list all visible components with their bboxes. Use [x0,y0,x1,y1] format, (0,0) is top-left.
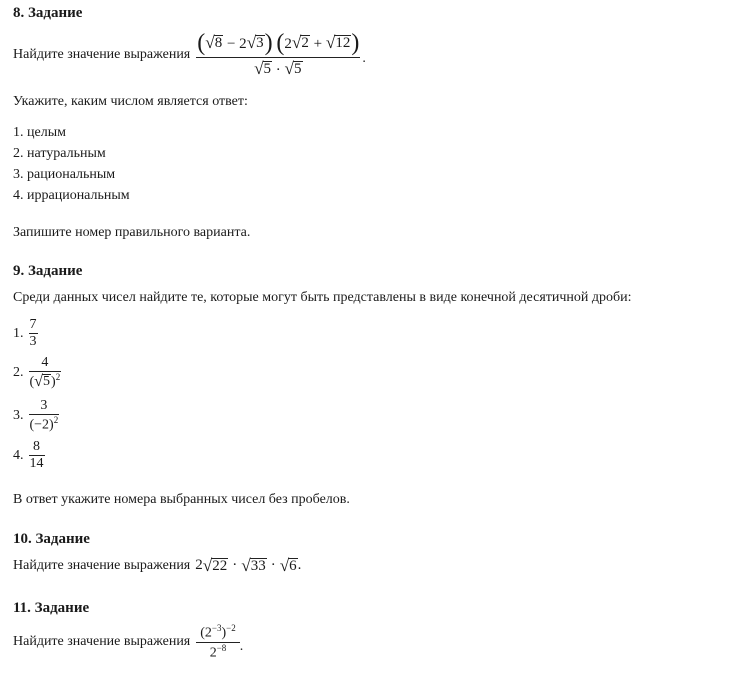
fraction-4-sqrt5-sq: 4 ( √ 5 )$^2$ [29,355,61,390]
item-label: 2. [13,364,24,380]
task-10-heading: 10. Задание [13,531,90,547]
task-9-intro: Среди данных чисел найдите те, которые могут быть представлены в виде конечной десятичной дроби: [13,290,632,305]
sqrt-5-a: √ 5 [254,59,272,78]
sqrt-12: √ 12 [325,33,351,52]
sqrt-5: √ 5 [34,372,51,390]
task-8-expression-line [13,31,366,79]
task-10-intro: Найдите значение выражения [13,558,191,574]
sqrt-6: √ 6 [279,556,297,575]
task-8-heading: 8. Задание [13,5,83,21]
task-8-period: . [362,51,366,66]
fraction-3-neg2-sq: $\frac{3}{(-2)^2}$ [29,398,59,433]
task-9-heading: 9. Задание [13,263,83,279]
sqrt-2: √ 2 [291,33,309,52]
sqrt-5-b: √ 5 [284,59,302,78]
task-8-instruction: Запишите номер правильного варианта. [13,225,251,240]
task-8-question: Укажите, каким числом является ответ: [13,94,248,109]
task-8-option: 2. натуральным [13,146,106,161]
item-label: 3. [13,407,24,423]
task-9-instruction: В ответ укажите номера выбранных чисел без пробелов. [13,492,350,507]
task-9-item [13,355,61,391]
task-11-period: . [239,639,244,655]
sqrt-3: √ 3 [246,33,264,52]
task-8-option: 1. целым [13,125,66,140]
task-9-item [13,439,45,472]
task-11-heading: 11. Задание [13,600,90,616]
fraction-7-3: $\frac{7}{3}$ [29,317,37,349]
fraction-8-14: $\frac{8}{14}$ [29,439,44,471]
task-8-fraction: ( √ 8 − 2 √ 3 ) (2 √ 2 + √ 12 ) √ 5 · √ 5 [197,30,360,78]
task-11-intro: Найдите значение выражения [13,634,191,650]
sqrt-8: √ 8 [205,33,223,52]
item-label: 1. [13,325,24,341]
task-8-option: 4. иррациональным [13,188,130,203]
task-10-expression-line [13,557,301,574]
task-8-option: 3. рациональным [13,167,116,182]
task-9-item [13,398,59,434]
task-11-fraction: $\frac{(2^{-3})^{-2}}{2^{-8}}$ [196,623,240,661]
task-11-expression-line [13,623,243,661]
task-9-item [13,317,38,350]
task-10-expression: 2 √ 22 · √ 33 · √ 6 . [195,556,302,575]
sqrt-22: √ 22 [202,556,228,575]
task-8-intro: Найдите значение выражения [13,47,191,62]
sqrt-33: √ 33 [241,556,266,575]
item-label: 4. [13,447,24,463]
